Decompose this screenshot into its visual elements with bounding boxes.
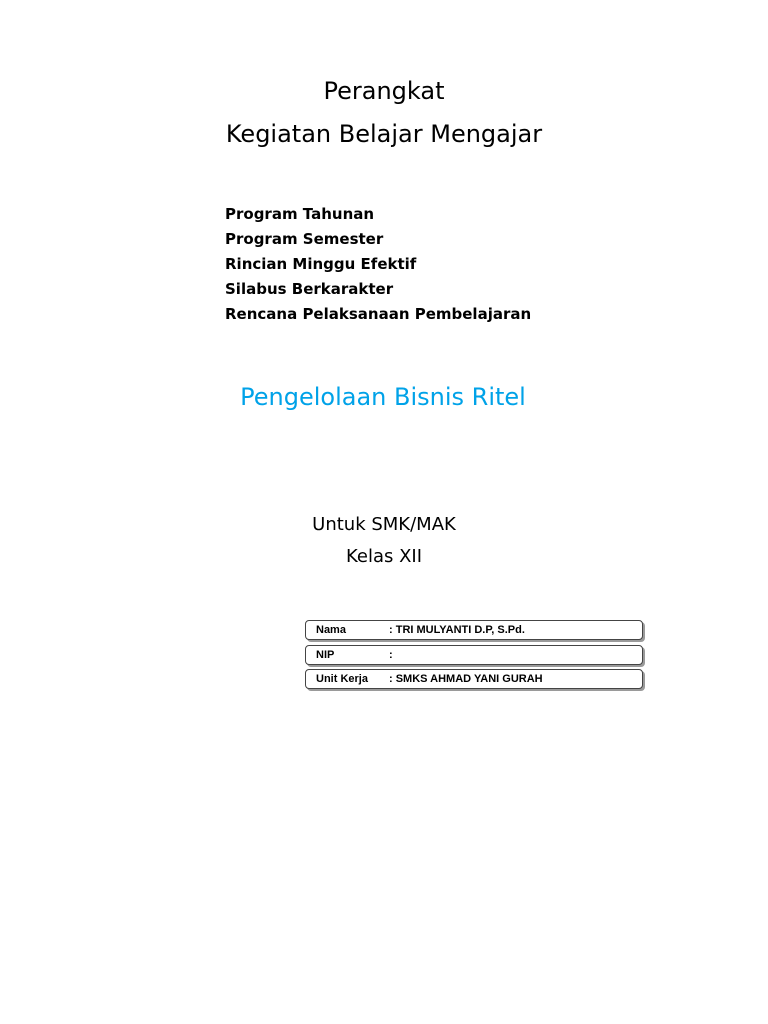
document-contents-list <box>198 204 531 329</box>
unit-value: : SMKS AHMAD YANI GURAH <box>389 673 543 685</box>
nip-value: : <box>389 649 393 661</box>
list-item-label: Program Semester <box>225 230 384 248</box>
name-label: Nama <box>316 624 346 636</box>
document-title-line-2: Kegiatan Belajar Mengajar <box>225 120 543 148</box>
subject-title: Pengelolaan Bisnis Ritel <box>240 383 526 411</box>
grade-text: Kelas XII <box>345 546 423 567</box>
list-item <box>198 304 531 329</box>
list-item <box>198 279 531 304</box>
nip-info-box <box>305 645 643 665</box>
list-item-label: Silabus Berkarakter <box>225 280 394 298</box>
nip-label: NIP <box>316 649 335 661</box>
unit-info-box <box>305 669 643 689</box>
list-item <box>198 204 531 229</box>
list-item <box>198 254 531 279</box>
unit-label: Unit Kerja <box>316 673 368 685</box>
audience-text: Untuk SMK/MAK <box>312 514 456 535</box>
list-item-label: Rencana Pelaksanaan Pembelajaran <box>225 305 532 323</box>
list-item-label: Program Tahunan <box>225 205 375 223</box>
name-info-box <box>305 620 643 640</box>
list-item <box>198 229 531 254</box>
document-title-line-1: Perangkat <box>323 77 445 105</box>
name-value: : TRI MULYANTI D.P, S.Pd. <box>389 624 525 636</box>
list-item-label: Rincian Minggu Efektif <box>225 255 417 273</box>
